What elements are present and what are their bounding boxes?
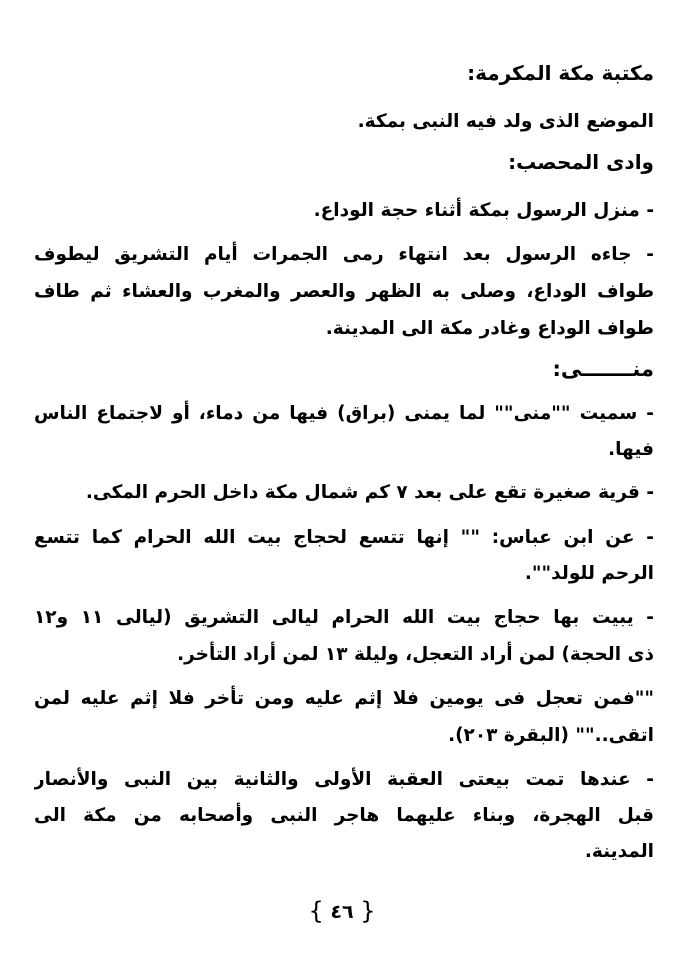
mina-line-9: اتقى.."" (البقرة ٢٠٣). — [448, 725, 654, 746]
mina-line-7: ذى الحجة) لمن أراد التعجل، وليلة ١٣ لمن أراد التأخر. — [177, 644, 654, 665]
heading-wadi-muhassab: وادى المحصب: — [508, 150, 654, 174]
heading-mina: منـــــــى: — [552, 357, 654, 381]
mina-line-4: - عن ابن عباس: "" إنها تتسع لحجاج بيت الله الحرام كما تتسع — [34, 527, 654, 548]
left-brace: { — [308, 897, 324, 925]
mina-line-12: المدينة. — [584, 841, 654, 862]
mina-line-11: قبل الهجرة، وبناء عليهما هاجر النبى وأصحابه من مكة الى — [34, 805, 654, 826]
makkah-library-text: الموضع الذى ولد فيه النبى بمكة. — [357, 111, 654, 132]
mina-line-8: ""فمن تعجل فى يومين فلا إثم عليه ومن تأخر فلا إثم عليه لمن — [34, 688, 654, 709]
mina-line-2: فيها. — [608, 439, 654, 460]
mina-line-1: - سميت ""منى"" لما يمنى (براق) فيها من دماء، أو لاجتماع الناس — [34, 403, 654, 424]
mina-line-3: - قرية صغيرة تقع على بعد ٧ كم شمال مكة داخل الحرم المكى. — [85, 482, 654, 503]
wadi-line-4: طواف الوداع وغادر مكة الى المدينة. — [325, 318, 654, 339]
wadi-line-2: - جاءه الرسول بعد انتهاء رمى الجمرات أيام التشريق ليطوف — [34, 244, 654, 265]
wadi-line-3: طواف الوداع، وصلى به الظهر والعصر والمغرب والعشاء ثم طاف — [34, 281, 654, 302]
mina-line-10: - عندها تمت بيعتى العقبة الأولى والثانية بين النبى والأنصار — [34, 769, 654, 790]
heading-makkah-library: مكتبة مكة المكرمة: — [467, 61, 654, 85]
wadi-line-1: - منزل الرسول بمكة أثناء حجة الوداع. — [313, 200, 654, 221]
page-number — [0, 897, 684, 925]
right-brace: } — [360, 897, 376, 925]
page-number-value: ٤٦ — [330, 901, 354, 923]
mina-line-6: - يبيت بها حجاج بيت الله الحرام ليالى التشريق (ليالى ١١ و١٢ — [34, 607, 654, 628]
mina-line-5: الرحم للولد"". — [524, 563, 654, 584]
